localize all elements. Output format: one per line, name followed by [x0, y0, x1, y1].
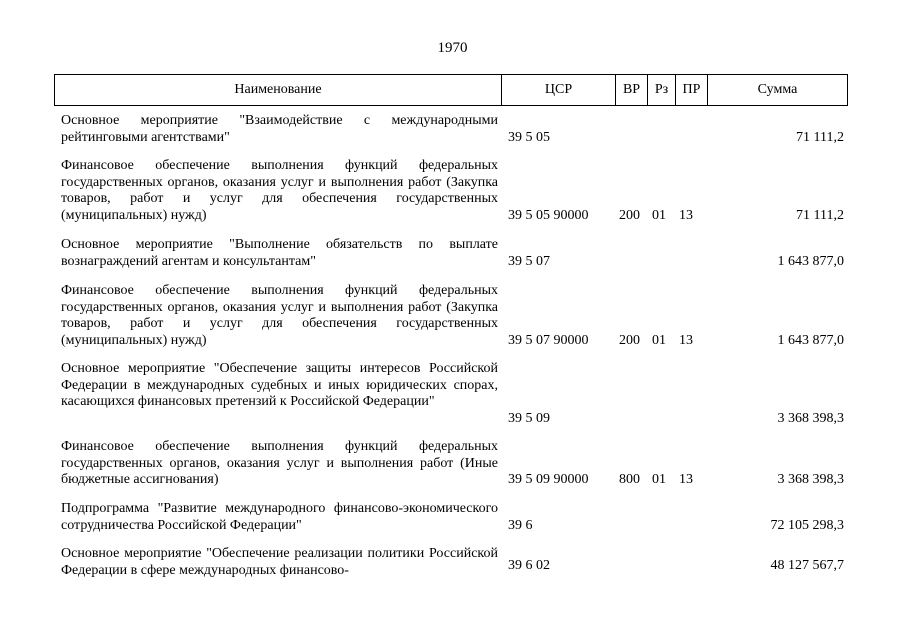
row-pr: 13 — [679, 207, 693, 223]
table-header — [54, 74, 848, 106]
header-rz: Рз — [647, 75, 675, 105]
row-csr: 39 5 07 — [508, 253, 550, 269]
row-csr: 39 5 07 90000 — [508, 332, 589, 348]
row-name: Основное мероприятие "Выполнение обязательств по выплате вознаграждений агентам и консультантам" — [61, 237, 498, 269]
table-row — [0, 283, 905, 351]
table-row — [0, 237, 905, 272]
row-pr: 13 — [679, 472, 693, 487]
row-csr: 39 5 05 — [508, 129, 550, 145]
row-vr: 800 — [619, 472, 640, 487]
row-name: Основное мероприятие "Обеспечение реализации политики Российской Федерации в сфере международных финансово- — [61, 546, 498, 578]
table-row — [0, 158, 905, 226]
table-row — [0, 439, 905, 490]
row-sum: 71 111,2 — [796, 129, 844, 145]
header-csr: ЦСР — [501, 75, 615, 105]
row-sum: 3 368 398,3 — [777, 410, 844, 426]
row-name: Финансовое обеспечение выполнения функций федеральных государственных органов, оказания услуг и выполнения работ (Закупка товаров, работ и услуг для обеспечения государственных (муниципальных) нужд) — [61, 283, 498, 348]
row-name: Финансовое обеспечение выполнения функций федеральных государственных органов, оказания услуг и выполнения работ (Закупка товаров, работ и услуг для обеспечения государственных (муниципальных) нужд) — [61, 158, 498, 223]
header-name: Наименование — [234, 82, 322, 97]
row-name: Основное мероприятие "Взаимодействие с международными рейтинговыми агентствами" — [61, 113, 498, 145]
header-vr: ВР — [615, 75, 647, 105]
row-sum: 1 643 877,0 — [777, 332, 844, 348]
row-sum: 48 127 567,7 — [770, 558, 844, 573]
row-vr: 200 — [619, 207, 640, 223]
row-sum: 71 111,2 — [796, 207, 844, 223]
row-vr: 200 — [619, 332, 640, 348]
row-csr: 39 6 02 — [508, 558, 550, 573]
table-row — [0, 501, 905, 536]
row-csr: 39 5 09 90000 — [508, 472, 589, 487]
header-pr: ПР — [675, 75, 707, 105]
table-row — [0, 113, 905, 148]
row-csr: 39 5 09 — [508, 410, 550, 426]
row-csr: 39 6 — [508, 517, 533, 533]
table-row — [0, 361, 905, 429]
table-row — [0, 546, 905, 581]
row-name: Основное мероприятие "Обеспечение защиты интересов Российской Федерации в международных судебных и иных юридических спорах, касающихся финансовых претензий к Российской Федерации" — [61, 361, 498, 409]
row-sum: 3 368 398,3 — [777, 472, 844, 487]
row-name: Подпрограмма "Развитие международного финансово-экономического сотрудничества Российской Федерации" — [61, 501, 498, 533]
row-rz: 01 — [652, 207, 666, 223]
row-csr: 39 5 05 90000 — [508, 207, 589, 223]
row-pr: 13 — [679, 332, 693, 348]
page-number: 1970 — [437, 40, 468, 56]
row-sum: 1 643 877,0 — [777, 253, 844, 269]
row-sum: 72 105 298,3 — [770, 517, 844, 533]
row-name: Финансовое обеспечение выполнения функций федеральных государственных органов, оказания услуг и выполнения работ (Иные бюджетные ассигнования) — [61, 439, 498, 487]
header-sum: Сумма — [707, 75, 847, 105]
row-rz: 01 — [652, 472, 666, 487]
row-rz: 01 — [652, 332, 666, 348]
